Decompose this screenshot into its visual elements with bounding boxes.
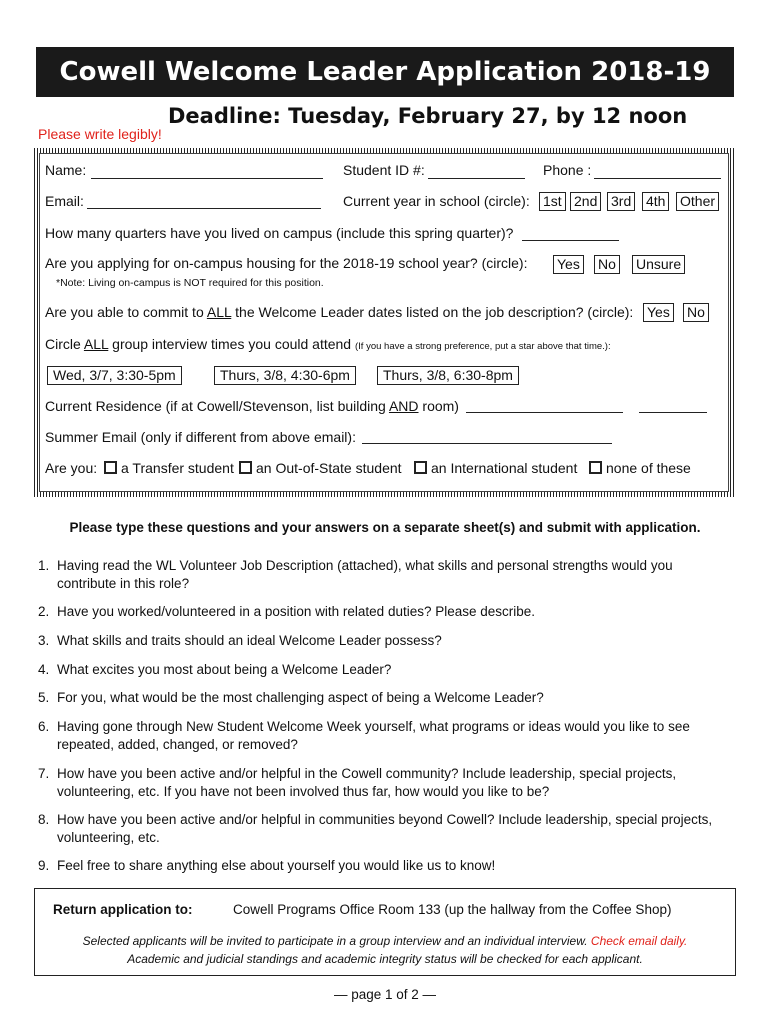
residence-room-field[interactable]: [639, 412, 707, 413]
commit-yes[interactable]: Yes: [643, 303, 674, 322]
interview-time-2[interactable]: Thurs, 3/8, 4:30-6pm: [214, 366, 356, 385]
year-2nd[interactable]: 2nd: [570, 192, 601, 211]
question-item: 5. For you, what would be the most challenging aspect of being a Welcome Leader?: [38, 690, 544, 705]
page-number: — page 1 of 2 —: [333, 987, 437, 1002]
student-id-field[interactable]: [428, 178, 525, 179]
question-item: 8. How have you been active and/or helpful in communities beyond Cowell? Include leadership, special projects, volunteering, etc.: [38, 812, 713, 845]
phone-label: Phone :: [543, 162, 592, 178]
option-international[interactable]: an International student: [414, 460, 577, 476]
housing-yes[interactable]: Yes: [553, 255, 584, 274]
checkbox-icon[interactable]: [414, 461, 427, 474]
are-you-label: Are you:: [45, 460, 98, 476]
question-item: 4. What excites you most about being a Welcome Leader?: [38, 662, 392, 677]
option-transfer[interactable]: a Transfer student: [104, 460, 234, 476]
checkbox-icon[interactable]: [589, 461, 602, 474]
year-3rd[interactable]: 3rd: [607, 192, 635, 211]
question-item: 3. What skills and traits should an ideal Welcome Leader possess?: [38, 633, 442, 648]
legibly-note: Please write legibly!: [38, 126, 162, 142]
name-field[interactable]: [91, 178, 323, 179]
question-item: 9. Feel free to share anything else about yourself you would like us to know!: [38, 858, 496, 873]
housing-no[interactable]: No: [594, 255, 620, 274]
question-item: 6. Having gone through New Student Welcome Week yourself, what programs or ideas would you like to see repeated, added, changed, or removed?: [38, 719, 690, 752]
email-label: Email:: [45, 193, 84, 209]
interview-time-3[interactable]: Thurs, 3/8, 6:30-8pm: [377, 366, 519, 385]
selected-note: Selected applicants will be invited to participate in a group interview and an individual interview. Check email daily.: [82, 934, 688, 948]
housing-unsure[interactable]: Unsure: [632, 255, 685, 274]
year-1st[interactable]: 1st: [539, 192, 566, 211]
checkbox-icon[interactable]: [239, 461, 252, 474]
summer-email-field[interactable]: [362, 443, 612, 444]
residence-building-field[interactable]: [466, 412, 623, 413]
standings-note: Academic and judicial standings and academic integrity status will be checked for each applicant.: [127, 952, 643, 966]
student-id-label: Student ID #:: [343, 162, 425, 178]
residence-label: Current Residence (if at Cowell/Stevenson, list building AND room): [45, 398, 459, 414]
checkbox-icon[interactable]: [104, 461, 117, 474]
email-field[interactable]: [87, 208, 321, 209]
instructions: Please type these questions and your answers on a separate sheet(s) and submit with application.: [69, 520, 701, 535]
quarters-field[interactable]: [522, 240, 619, 241]
quarters-label: How many quarters have you lived on campus (include this spring quarter)?: [45, 225, 514, 241]
housing-label: Are you applying for on-campus housing for the 2018-19 school year? (circle):: [45, 255, 528, 271]
year-other[interactable]: Other: [676, 192, 719, 211]
housing-note: *Note: Living on-campus is NOT required for this position.: [56, 277, 324, 289]
return-location: Cowell Programs Office Room 133 (up the hallway from the Coffee Shop): [233, 902, 672, 917]
page-title: Cowell Welcome Leader Application 2018-19: [36, 47, 734, 97]
name-label: Name:: [45, 162, 87, 178]
option-out-of-state[interactable]: an Out-of-State student: [239, 460, 402, 476]
question-item: 1. Having read the WL Volunteer Job Description (attached), what skills and personal strengths would you contribute in this role?: [38, 558, 673, 591]
commit-label: Are you able to commit to ALL the Welcome Leader dates listed on the job description? (circle):: [45, 304, 634, 320]
deadline: Deadline: Tuesday, February 27, by 12 noon: [168, 104, 688, 128]
interview-time-1[interactable]: Wed, 3/7, 3:30-5pm: [47, 366, 182, 385]
option-none[interactable]: none of these: [589, 460, 691, 476]
return-label: Return application to:: [53, 902, 193, 917]
commit-no[interactable]: No: [683, 303, 709, 322]
phone-field[interactable]: [594, 178, 721, 179]
question-item: 7. How have you been active and/or helpful in the Cowell community? Include leadership, special projects, volunteering, etc. If you have not been involved thus far, how would you like to be?: [38, 766, 677, 799]
question-item: 2. Have you worked/volunteered in a position with related duties? Please describe.: [38, 604, 536, 619]
year-4th[interactable]: 4th: [642, 192, 669, 211]
summer-email-label: Summer Email (only if different from above email):: [45, 429, 356, 445]
interview-label: Circle ALL group interview times you could attend (If you have a strong preference, put a star above that time.):: [45, 336, 611, 352]
current-year-label: Current year in school (circle):: [343, 193, 530, 209]
